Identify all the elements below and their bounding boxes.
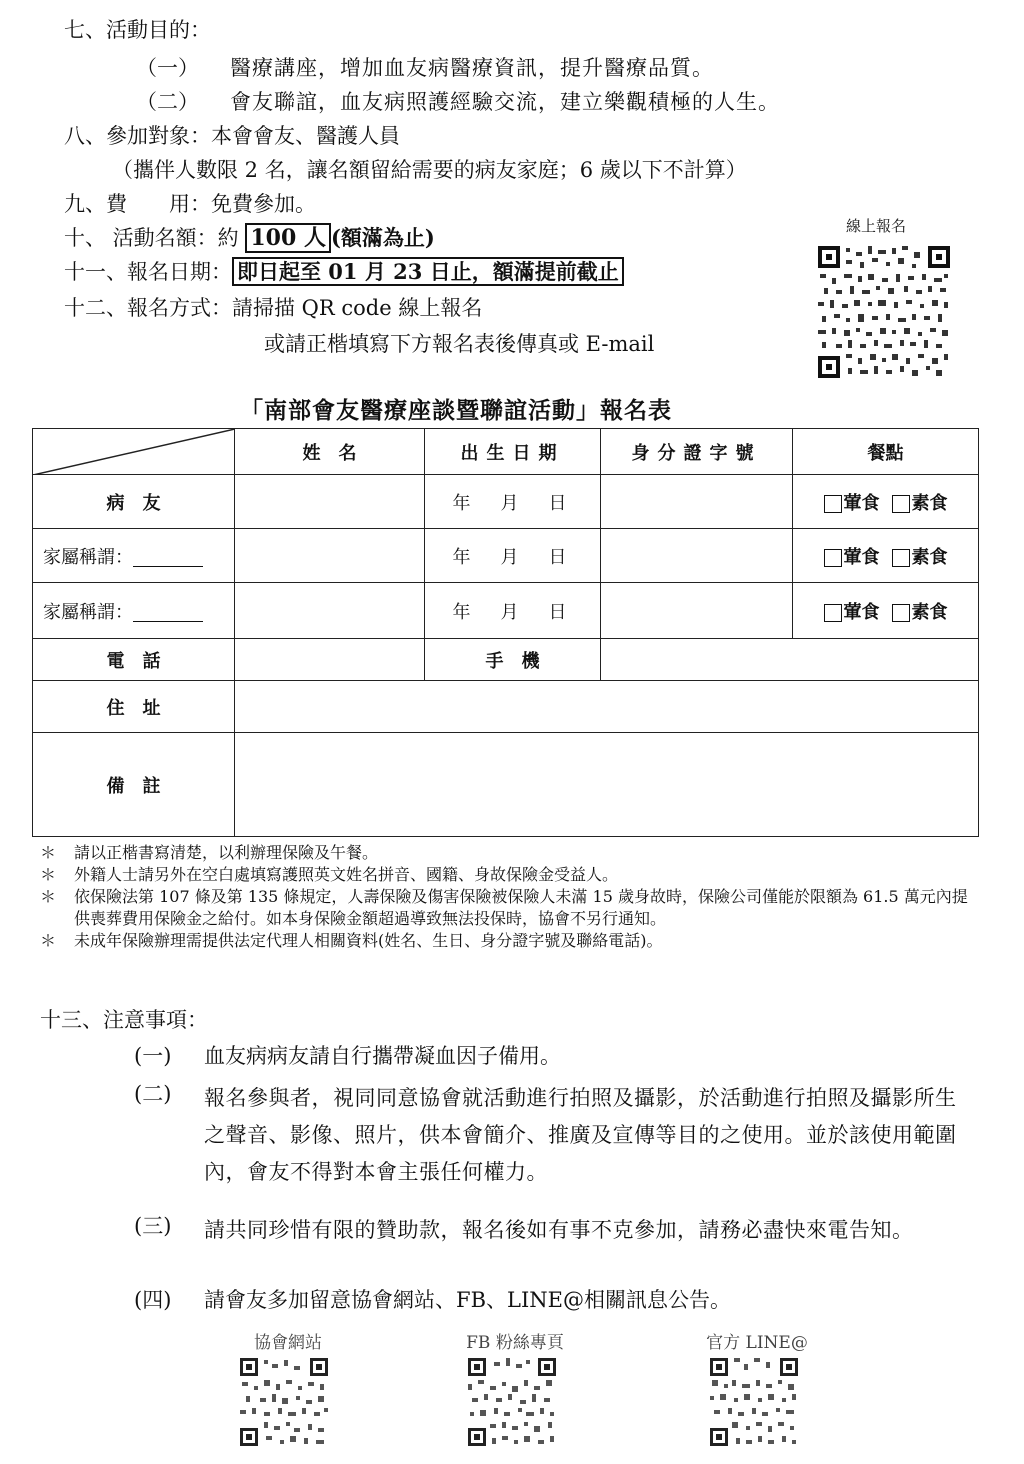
family-1-id-field[interactable] (601, 529, 793, 583)
header-name: 姓 名 (235, 429, 425, 475)
note-item (40, 930, 980, 952)
meal-veg-label: 素食 (911, 601, 948, 623)
checkbox-veg[interactable] (892, 549, 910, 567)
note-text: 依保險法第 107 條及第 135 條規定，人壽保險及傷害保險被保險人未滿 15 歲身故時，保險公司僅能於限額為 61.5 萬元內提供喪葬費用保險金之給付。如本身保險金額超過導致無法投保時，協會不另行通知。 (74, 887, 968, 928)
section-8-note: （攜伴人數限 2 名，讓名額留給需要的病友家庭；6 歲以下不計算） (112, 158, 747, 182)
qr-label-fb: FB 粉絲專頁 (466, 1333, 564, 1353)
row-patient-label: 病 友 (33, 475, 235, 529)
s13-item-4-num: (四) (134, 1288, 172, 1312)
section-9 (64, 190, 316, 218)
registration-form (32, 428, 979, 837)
notes-block (40, 842, 980, 952)
header-corner-cell (33, 429, 235, 475)
phone-field[interactable] (235, 639, 425, 681)
row-family-1-label (33, 529, 235, 583)
section-7-item-2-num: （二） (136, 90, 199, 114)
header-meal: 餐點 (793, 429, 979, 475)
note-text: 未成年保險辦理需提供法定代理人相關資料(姓名、生日、身分證字號及聯絡電話)。 (74, 931, 663, 950)
note-item (40, 886, 980, 930)
qr-online-label: 線上報名 (846, 217, 907, 235)
checkbox-veg[interactable] (892, 604, 910, 622)
section-13-heading: 十三、注意事項： (40, 1008, 208, 1032)
s13-item-1-num: (一) (134, 1044, 172, 1068)
header-id: 身分證字號 (601, 429, 793, 475)
qr-code-fb[interactable] (466, 1356, 558, 1448)
remarks-field[interactable] (235, 733, 979, 837)
quota-note: (額滿為止) (330, 225, 435, 250)
quota-box: 100 人 (245, 223, 331, 253)
section-7-item-2-text: 會友聯誼，血友病照護經驗交流，建立樂觀積極的人生。 (230, 90, 780, 114)
section-12-line-1: 十二、報名方式：請掃描 QR code 線上報名 (64, 296, 483, 320)
note-item (40, 864, 980, 886)
qr-code-website[interactable] (238, 1356, 330, 1448)
s13-item-2-num: (二) (134, 1082, 172, 1106)
note-star: ＊ (40, 887, 57, 906)
date-placeholder: 年 月 日 (452, 546, 573, 568)
row-address-label: 住 址 (33, 681, 235, 733)
qr-code-online[interactable] (816, 244, 952, 380)
address-field[interactable] (235, 681, 979, 733)
patient-birth-field[interactable] (425, 475, 601, 529)
section-7-heading: 七、活動目的： (64, 18, 211, 42)
family-1-birth-field[interactable] (425, 529, 601, 583)
s13-item-3-num: (三) (134, 1214, 172, 1238)
row-family-2-label (33, 583, 235, 639)
family-label: 家屬稱謂： (43, 546, 133, 568)
section-9-value: 免費參加。 (211, 192, 316, 216)
meal-veg-label: 素食 (911, 492, 948, 514)
section-10 (64, 224, 435, 252)
patient-meal-options (793, 475, 979, 529)
family-1-meal-options (793, 529, 979, 583)
patient-name-field[interactable] (235, 475, 425, 529)
mobile-field[interactable] (601, 639, 979, 681)
form-title: 「南部會友醫療座談暨聯誼活動」報名表 (240, 397, 672, 424)
relation-blank[interactable] (133, 548, 203, 567)
section-7-item-1-text: 醫療講座，增加血友病醫療資訊，提升醫療品質。 (230, 56, 714, 80)
note-text: 外籍人士請另外在空白處填寫護照英文姓名拼音、國籍、身故保險金受益人。 (74, 865, 619, 884)
row-phone-label: 電 話 (33, 639, 235, 681)
meal-veg-label: 素食 (911, 546, 948, 568)
s13-item-4-text: 請會友多加留意協會網站、FB、LINE@相關訊息公告。 (204, 1288, 731, 1312)
checkbox-veg[interactable] (892, 495, 910, 513)
note-star: ＊ (40, 843, 57, 862)
checkbox-meat[interactable] (824, 604, 842, 622)
section-8-text: 八、參加對象：本會會友、醫護人員 (64, 124, 400, 148)
section-9-label: 九、費 用： (64, 192, 211, 216)
s13-item-3-text: 請共同珍惜有限的贊助款，報名後如有事不克參加，請務必盡快來電告知。 (204, 1218, 914, 1242)
family-label: 家屬稱謂： (43, 601, 133, 623)
note-star: ＊ (40, 931, 57, 950)
family-2-birth-field[interactable] (425, 583, 601, 639)
diagonal-line (33, 429, 235, 475)
header-birth: 出生日期 (425, 429, 601, 475)
family-1-name-field[interactable] (235, 529, 425, 583)
checkbox-meat[interactable] (824, 495, 842, 513)
section-11 (64, 258, 624, 286)
relation-blank[interactable] (133, 603, 203, 622)
family-2-name-field[interactable] (235, 583, 425, 639)
meal-meat-label: 葷食 (843, 546, 880, 568)
qr-code-line[interactable] (708, 1356, 800, 1448)
section-12-line-2: 或請正楷填寫下方報名表後傳真或 E-mail (264, 332, 655, 356)
family-2-id-field[interactable] (601, 583, 793, 639)
meal-meat-label: 葷食 (843, 601, 880, 623)
date-placeholder: 年 月 日 (452, 492, 573, 514)
row-remarks-label: 備 註 (33, 733, 235, 837)
section-7-item-1-num: （一） (136, 56, 199, 80)
signup-date-box: 即日起至 01 月 23 日止，額滿提前截止 (232, 257, 624, 286)
note-star: ＊ (40, 865, 57, 884)
patient-id-field[interactable] (601, 475, 793, 529)
note-item (40, 842, 980, 864)
date-placeholder: 年 月 日 (452, 601, 573, 623)
s13-item-1-text: 血友病病友請自行攜帶凝血因子備用。 (204, 1044, 561, 1068)
s13-item-2-text: 報名參與者，視同同意協會就活動進行拍照及攝影，於活動進行拍照及攝影所生之聲音、影像、照片，供本會簡介、推廣及宣傳等目的之使用。並於該使用範圍內，會友不得對本會主張任何權力。 (204, 1086, 957, 1184)
mobile-label: 手 機 (425, 639, 601, 681)
meal-meat-label: 葷食 (843, 492, 880, 514)
section-10-label: 十、 活動名額：約 (64, 226, 239, 250)
family-2-meal-options (793, 583, 979, 639)
note-text: 請以正楷書寫清楚，以利辦理保險及午餐。 (74, 843, 379, 862)
section-11-label: 十一、報名日期： (64, 260, 232, 284)
qr-label-line: 官方 LINE@ (706, 1333, 808, 1353)
checkbox-meat[interactable] (824, 549, 842, 567)
qr-label-website: 協會網站 (254, 1333, 322, 1353)
